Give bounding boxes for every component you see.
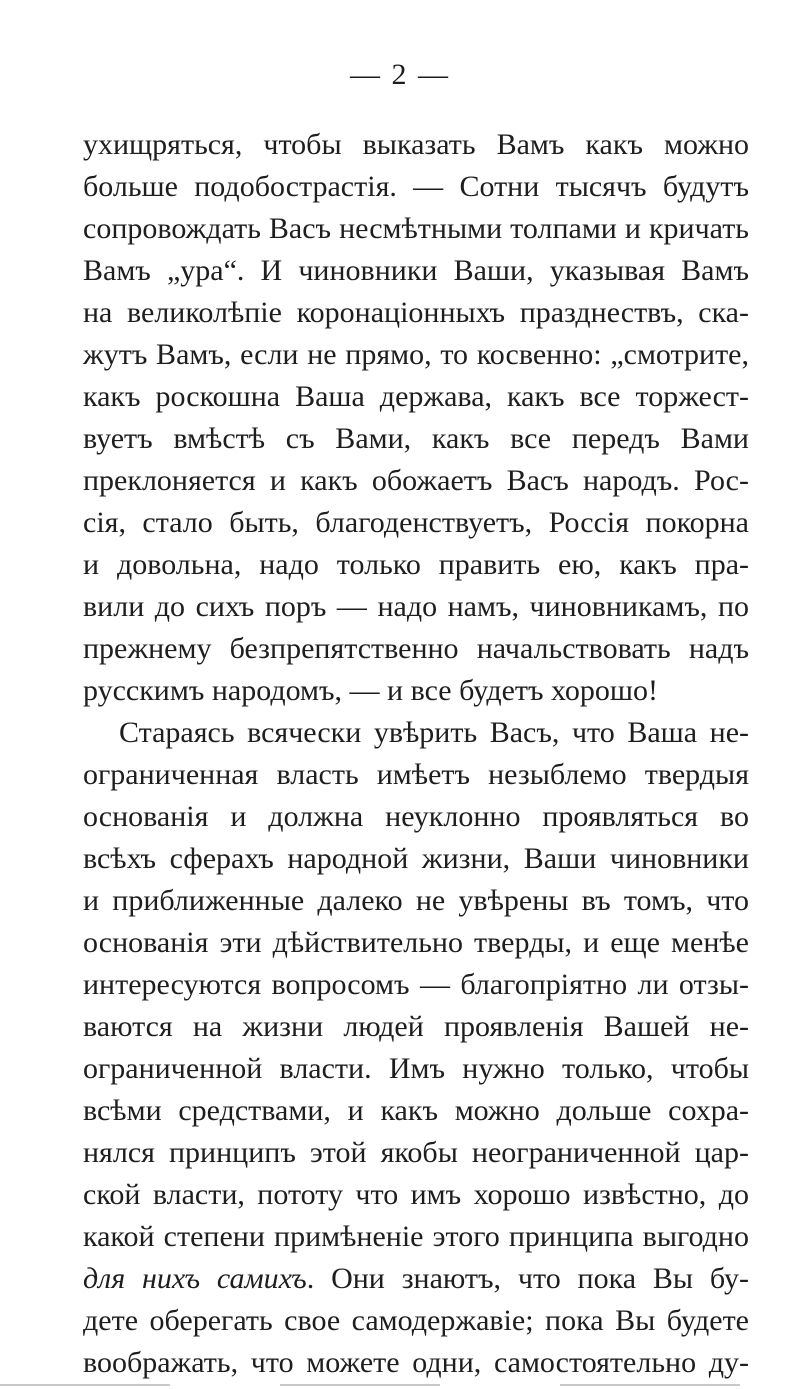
text-line: интересуются вопросомъ — благопріятно ли отзы-: [83, 968, 749, 1001]
text-line: какъ роскошна Ваша держава, какъ все торжест-: [83, 380, 749, 413]
text-line: сопровождать Васъ несмѣтными толпами и кричать: [83, 212, 749, 245]
text-line: ухищряться, чтобы выказать Вамъ какъ можно: [83, 128, 749, 161]
page-text: [83, 124, 749, 1384]
text-line: какой степени примѣненіе этого принципа выгодно: [83, 1220, 749, 1253]
text-line: воображать, что можете одни, самостоятельно ду-: [83, 1346, 749, 1379]
text-line: всѣми средствами, и какъ можно дольше сохра-: [83, 1094, 749, 1127]
text-line: на великолѣпіе коронаціонныхъ празднествъ, ска-: [83, 296, 749, 329]
text-line: нялся принципъ этой якобы неограниченной цар-: [83, 1136, 749, 1169]
text-line: больше подобострастія. — Сотни тысячъ будутъ: [83, 170, 749, 203]
text-line: и приближенные далеко не увѣрены въ томъ, что: [83, 884, 749, 917]
line-rest: . Они знаютъ, что пока Вы бу-: [306, 1262, 749, 1295]
text-line: ограниченной власти. Имъ нужно только, чтобы: [83, 1052, 749, 1085]
text-line: сія, стало быть, благоденствуетъ, Россія покорна: [83, 506, 749, 539]
text-line: Вамъ „ура“. И чиновники Ваши, указывая Вамъ: [83, 254, 749, 287]
page-bottom-edge: [0, 1380, 800, 1389]
text-line: всѣхъ сферахъ народной жизни, Ваши чиновники: [83, 842, 749, 875]
text-line: ской власти, пототу что имъ хорошо извѣстно, до: [83, 1178, 749, 1211]
paragraph-1: [83, 124, 749, 712]
text-line: преклоняется и какъ обожаетъ Васъ народъ. Рос-: [83, 464, 749, 497]
text-line: вуетъ вмѣстѣ съ Вами, какъ все передъ Вами: [83, 422, 749, 455]
text-line: ограниченная власть имѣетъ незыблемо твердыя: [83, 758, 749, 791]
text-line: прежнему безпрепятственно начальствовать надъ: [83, 632, 749, 665]
page-number: — 2 —: [350, 58, 450, 91]
paragraph-2: [83, 712, 749, 1384]
text-line: Стараясь всячески увѣрить Васъ, что Ваша не-: [119, 716, 749, 749]
text-line: русскимъ народомъ, — и все будетъ хорошо!: [83, 674, 658, 707]
text-line: дете оберегать свое самодержавіе; пока Вы будете: [83, 1304, 749, 1337]
text-line: ваются на жизни людей проявленія Вашей не-: [83, 1010, 749, 1043]
text-line: основанія и должна неуклонно проявляться во: [83, 800, 749, 833]
italic-phrase: для нихъ самихъ: [83, 1262, 307, 1295]
text-line: жутъ Вамъ, если не прямо, то косвенно: „смотрите,: [83, 338, 749, 371]
text-line-emphasis: [83, 1258, 749, 1300]
text-line: основанія эти дѣйствительно тверды, и еще менѣе: [83, 926, 749, 959]
text-line: и довольна, надо только править ею, какъ пра-: [83, 548, 749, 581]
text-line: вили до сихъ поръ — надо намъ, чиновникамъ, по: [83, 590, 749, 623]
